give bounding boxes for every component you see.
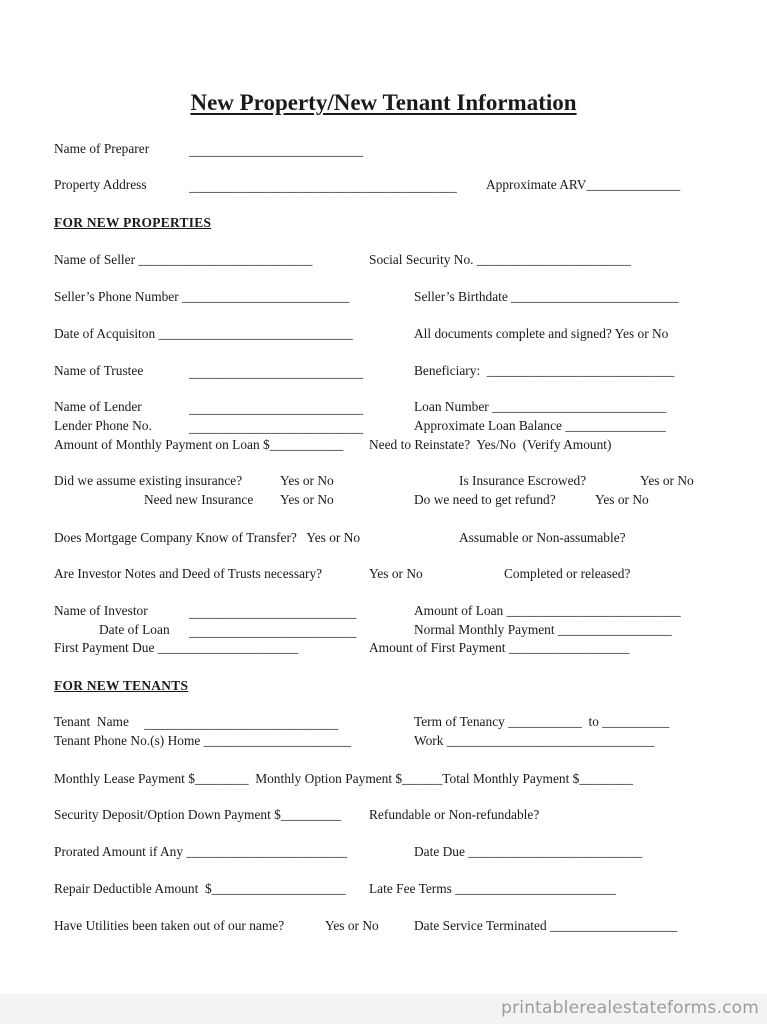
form-title: New Property/New Tenant Information bbox=[190, 90, 577, 115]
refund-question: Do we need to get refund? bbox=[414, 492, 556, 507]
property-address-label: Property Address bbox=[54, 177, 147, 192]
refund-answer[interactable]: Yes or No bbox=[595, 492, 649, 507]
reinstate-question[interactable]: Need to Reinstate? Yes/No (Verify Amount) bbox=[369, 437, 612, 452]
beneficiary-field[interactable]: Beneficiary: ____________________________ bbox=[414, 363, 675, 378]
service-terminated-field[interactable]: Date Service Terminated ___________________ bbox=[414, 918, 678, 933]
completed-released-question[interactable]: Completed or released? bbox=[504, 566, 631, 581]
trustee-name-field[interactable]: __________________________ bbox=[189, 365, 364, 380]
seller-phone-field[interactable]: Seller’s Phone Number _________________________ bbox=[54, 289, 350, 304]
security-deposit-field[interactable]: Security Deposit/Option Down Payment $_________ bbox=[54, 807, 342, 822]
investor-notes-answer[interactable]: Yes or No bbox=[369, 566, 423, 581]
trustee-name-label: Name of Trustee bbox=[54, 363, 144, 378]
investor-name-label: Name of Investor bbox=[54, 603, 148, 618]
insurance-escrowed-question: Is Insurance Escrowed? bbox=[459, 473, 587, 488]
new-properties-heading: FOR NEW PROPERTIES bbox=[54, 215, 212, 230]
utilities-question: Have Utilities been taken out of our name? bbox=[54, 918, 285, 933]
first-payment-amount-field[interactable]: Amount of First Payment __________________ bbox=[369, 640, 630, 655]
lender-phone-field[interactable]: __________________________ bbox=[189, 420, 364, 435]
lender-name-label: Name of Lender bbox=[54, 399, 142, 414]
investor-notes-question: Are Investor Notes and Deed of Trusts necessary? bbox=[54, 566, 323, 581]
seller-birthdate-field[interactable]: Seller’s Birthdate _________________________ bbox=[414, 289, 679, 304]
utilities-answer[interactable]: Yes or No bbox=[325, 918, 379, 933]
acquisition-date-field[interactable]: Date of Acquisiton _____________________________ bbox=[54, 326, 353, 341]
approximate-arv-field[interactable]: Approximate ARV______________ bbox=[486, 177, 681, 192]
repair-deductible-field[interactable]: Repair Deductible Amount $____________________ bbox=[54, 881, 346, 896]
tenant-phone-field[interactable]: Tenant Phone No.(s) Home ______________________ bbox=[54, 733, 351, 748]
date-due-field[interactable]: Date Due __________________________ bbox=[414, 844, 643, 859]
social-security-field[interactable]: Social Security No. _______________________ bbox=[369, 252, 631, 267]
new-tenants-heading: FOR NEW TENANTS bbox=[54, 678, 189, 693]
site-watermark: printablerealestateforms.com bbox=[501, 998, 759, 1018]
normal-payment-field[interactable]: Normal Monthly Payment _________________ bbox=[414, 622, 672, 637]
need-insurance-answer[interactable]: Yes or No bbox=[280, 492, 334, 507]
loan-amount-field[interactable]: Amount of Loan __________________________ bbox=[414, 603, 681, 618]
late-fee-terms-field[interactable]: Late Fee Terms ________________________ bbox=[369, 881, 616, 896]
need-insurance-question: Need new Insurance bbox=[144, 492, 254, 507]
lease-payments-fields[interactable]: Monthly Lease Payment $________ Monthly Option Payment $______Total Monthly Payment $________ bbox=[54, 771, 633, 786]
loan-date-label: Date of Loan bbox=[99, 622, 170, 637]
assume-insurance-answer[interactable]: Yes or No bbox=[280, 473, 334, 488]
property-address-field[interactable]: ________________________________________ bbox=[189, 179, 457, 194]
assume-insurance-question: Did we assume existing insurance? bbox=[54, 473, 243, 488]
preparer-name-label: Name of Preparer bbox=[54, 141, 150, 156]
tenant-name-label: Tenant Name bbox=[54, 714, 129, 729]
first-payment-due-field[interactable]: First Payment Due _____________________ bbox=[54, 640, 299, 655]
monthly-payment-field[interactable]: Amount of Monthly Payment on Loan $___________ bbox=[54, 437, 344, 452]
assumable-question[interactable]: Assumable or Non-assumable? bbox=[459, 530, 626, 545]
preparer-name-field[interactable]: __________________________ bbox=[189, 143, 364, 158]
investor-name-field[interactable]: _________________________ bbox=[189, 605, 357, 620]
refundable-question[interactable]: Refundable or Non-refundable? bbox=[369, 807, 540, 822]
prorated-amount-field[interactable]: Prorated Amount if Any ________________________ bbox=[54, 844, 348, 859]
documents-complete-question[interactable]: All documents complete and signed? Yes or No bbox=[414, 326, 669, 341]
loan-balance-field[interactable]: Approximate Loan Balance _______________ bbox=[414, 418, 666, 433]
seller-name-field[interactable]: Name of Seller __________________________ bbox=[54, 252, 313, 267]
tenancy-term-field[interactable]: Term of Tenancy ___________ to __________ bbox=[414, 714, 670, 729]
tenant-name-field[interactable]: _____________________________ bbox=[144, 716, 339, 731]
mortgage-transfer-question[interactable]: Does Mortgage Company Know of Transfer? Yes or No bbox=[54, 530, 361, 545]
insurance-escrowed-answer[interactable]: Yes or No bbox=[640, 473, 694, 488]
lender-name-field[interactable]: __________________________ bbox=[189, 401, 364, 416]
work-phone-field[interactable]: Work _______________________________ bbox=[414, 733, 655, 748]
loan-date-field[interactable]: _________________________ bbox=[189, 624, 357, 639]
loan-number-field[interactable]: Loan Number __________________________ bbox=[414, 399, 667, 414]
lender-phone-label: Lender Phone No. bbox=[54, 418, 152, 433]
